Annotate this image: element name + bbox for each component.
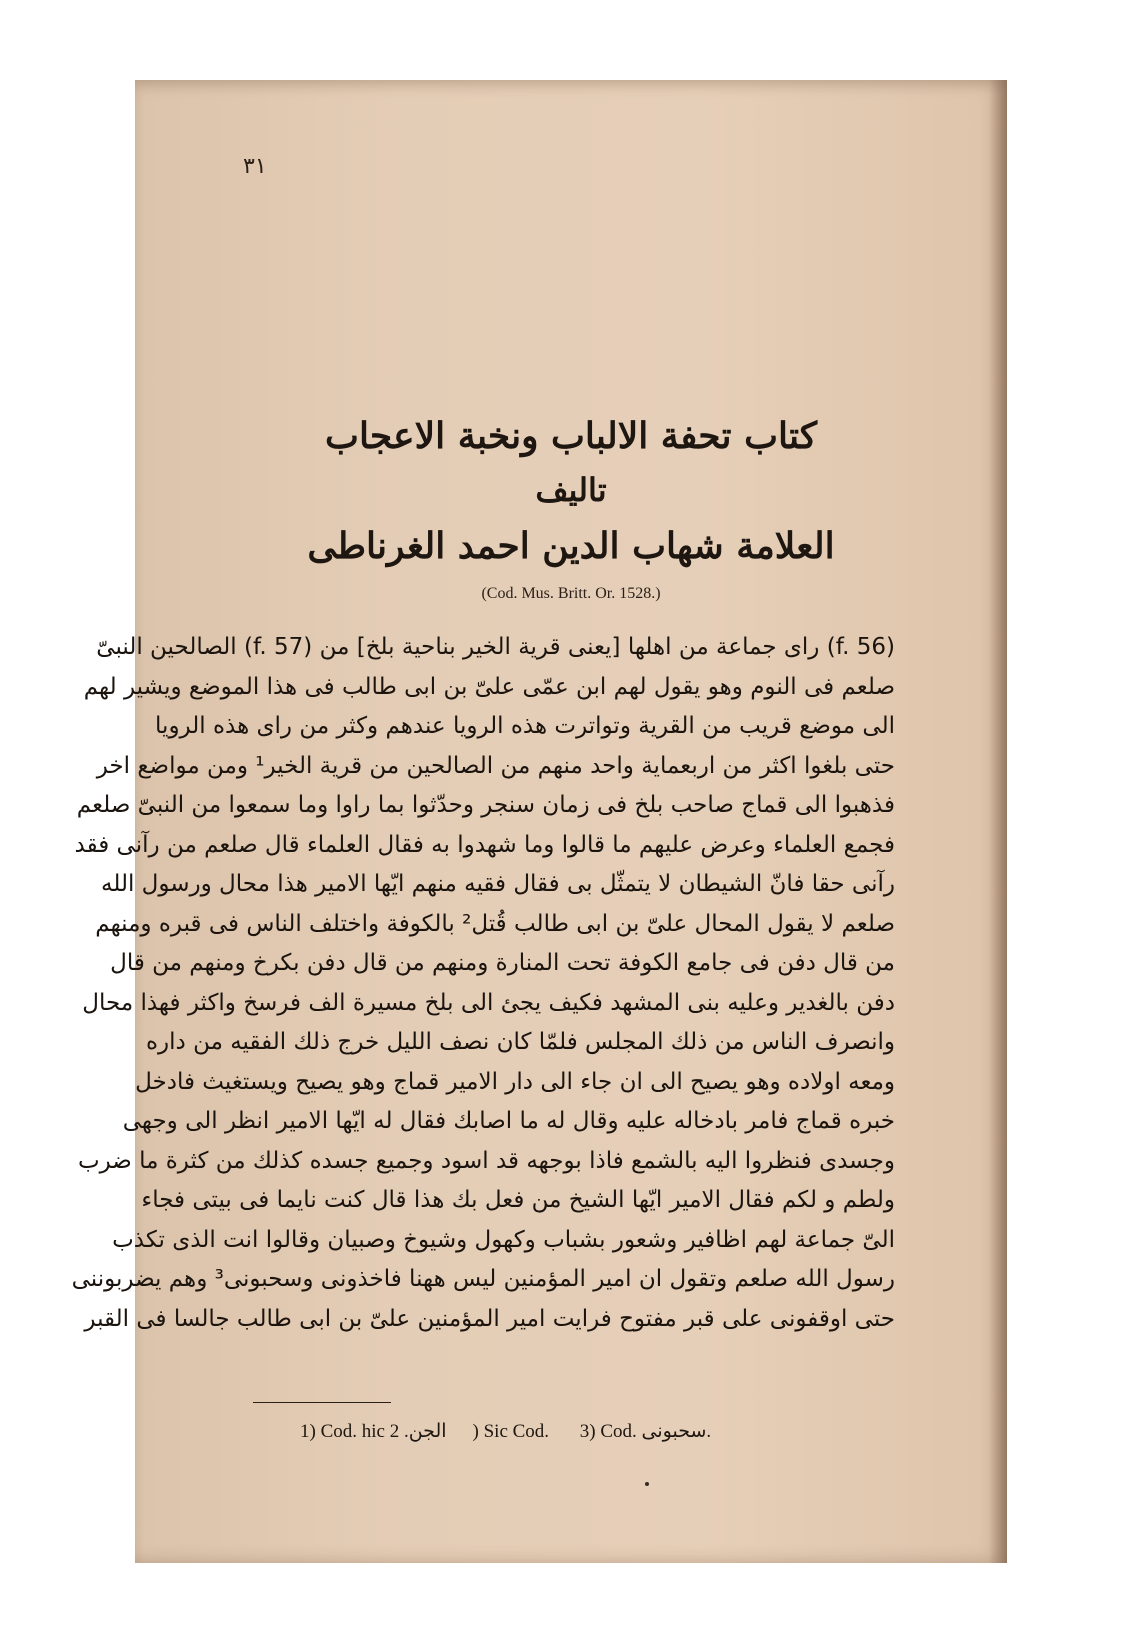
text-line: وانصرف الناس من ذلك المجلس فلمّا كان نصف الليل خرج ذلك الفقيه من داره bbox=[145, 1029, 895, 1055]
page-number: ٣١ bbox=[243, 154, 267, 179]
text-line: ومعه اولاده وهو يصيح الى ان جاء الى دار الامير قماج وهو يصيح ويستغيث فادخل bbox=[135, 1068, 895, 1095]
footnote-2: 2) Sic Cod. bbox=[389, 1421, 550, 1442]
footnotes bbox=[300, 1420, 737, 1443]
codex-reference: (Cod. Mus. Britt. Or. 1528.) bbox=[481, 585, 661, 602]
book-title: كتاب تحفة الالباب ونخبة الاعجاب bbox=[325, 415, 817, 457]
author-name: العلامة شهاب الدين احمد الغرناطى bbox=[307, 525, 835, 567]
text-line: ولطم و لكم فقال الامير ايّها الشيخ من فعل بك هذا قال كنت نايما فى بيتى فجاء bbox=[141, 1187, 895, 1213]
page-spine-shadow bbox=[989, 80, 1007, 1563]
body-text bbox=[71, 628, 895, 1339]
text-line: وجسدى فنظروا اليه بالشمع فاذا بوجهه قد اسود وجميع جسده كذلك من كثرة ما ضرب bbox=[77, 1147, 895, 1174]
text-line: رآنى حقا فانّ الشيطان لا يتمثّل بى فقال فقيه منهم ايّها الامير هذا محال ورسول الله bbox=[101, 871, 895, 897]
footnote-1: 1) Cod. hic الجن. bbox=[300, 1420, 447, 1442]
footnote-divider bbox=[253, 1402, 391, 1403]
text-line: الى موضع قريب من القرية وتواترت هذه الرويا عندهم وكثر من راى هذه الرويا bbox=[155, 713, 895, 739]
text-line: (f. 56) راى جماعة من اهلها [يعنى قرية الخير بناحية بلخ] من (f. 57) الصالحين النبىّ bbox=[96, 634, 895, 660]
text-line: من قال دفن فى جامع الكوفة تحت المنارة ومنهم من قال دفن بكرخ ومنهم من قال bbox=[110, 950, 895, 976]
authorship-label: تاليف bbox=[535, 471, 607, 509]
text-line: الىّ جماعة لهم اظافير وشعور بشباب وكهول وشيوخ وصبيان وقالوا انت الذى تكذب bbox=[112, 1226, 895, 1253]
text-line: رسول الله صلعم وتقول ان امير المؤمنين ليس ههنا فاخذونى وسحبونى³ وهم يضربوننى bbox=[71, 1266, 895, 1292]
text-line: خبره قماج فامر بادخاله عليه وقال له ما اصابك فقال له ايّها الامير انظر الى وجهى bbox=[122, 1108, 895, 1134]
page-mark-dot bbox=[645, 1482, 649, 1486]
text-line: صلعم لا يقول المحال علىّ بن ابى طالب قُتل² بالكوفة واختلف الناس فى قبره ومنهم bbox=[95, 910, 895, 937]
text-line: فجمع العلماء وعرض عليهم ما قالوا وما شهدوا به فقال العلماء قال صلعم من رآنى فقد bbox=[74, 831, 895, 858]
text-line: دفن بالغدير وعليه بنى المشهد فكيف يجئ الى بلخ مسيرة الف فرسخ واكثر فهذا محال bbox=[82, 989, 895, 1016]
text-line: صلعم فى النوم وهو يقول لهم ابن عمّى علىّ بن ابى طالب فى هذا الموضع ويشير لهم bbox=[83, 673, 895, 700]
footnote-3: 3) Cod. سحبونى. bbox=[579, 1420, 712, 1442]
title-block bbox=[135, 408, 1007, 576]
book-page bbox=[71, 80, 1007, 1563]
text-line: فذهبوا الى قماج صاحب بلخ فى زمان سنجر وحدّثوا بما راوا وما سمعوا من النبىّ صلعم bbox=[76, 792, 895, 818]
text-line: حتى اوقفونى على قبر مفتوح فرايت امير المؤمنين علىّ بن ابى طالب جالسا فى القبر bbox=[84, 1305, 895, 1332]
text-line: حتى بلغوا اكثر من اربعماية واحد منهم من الصالحين من قرية الخير¹ ومن مواضع اخر bbox=[96, 752, 895, 779]
